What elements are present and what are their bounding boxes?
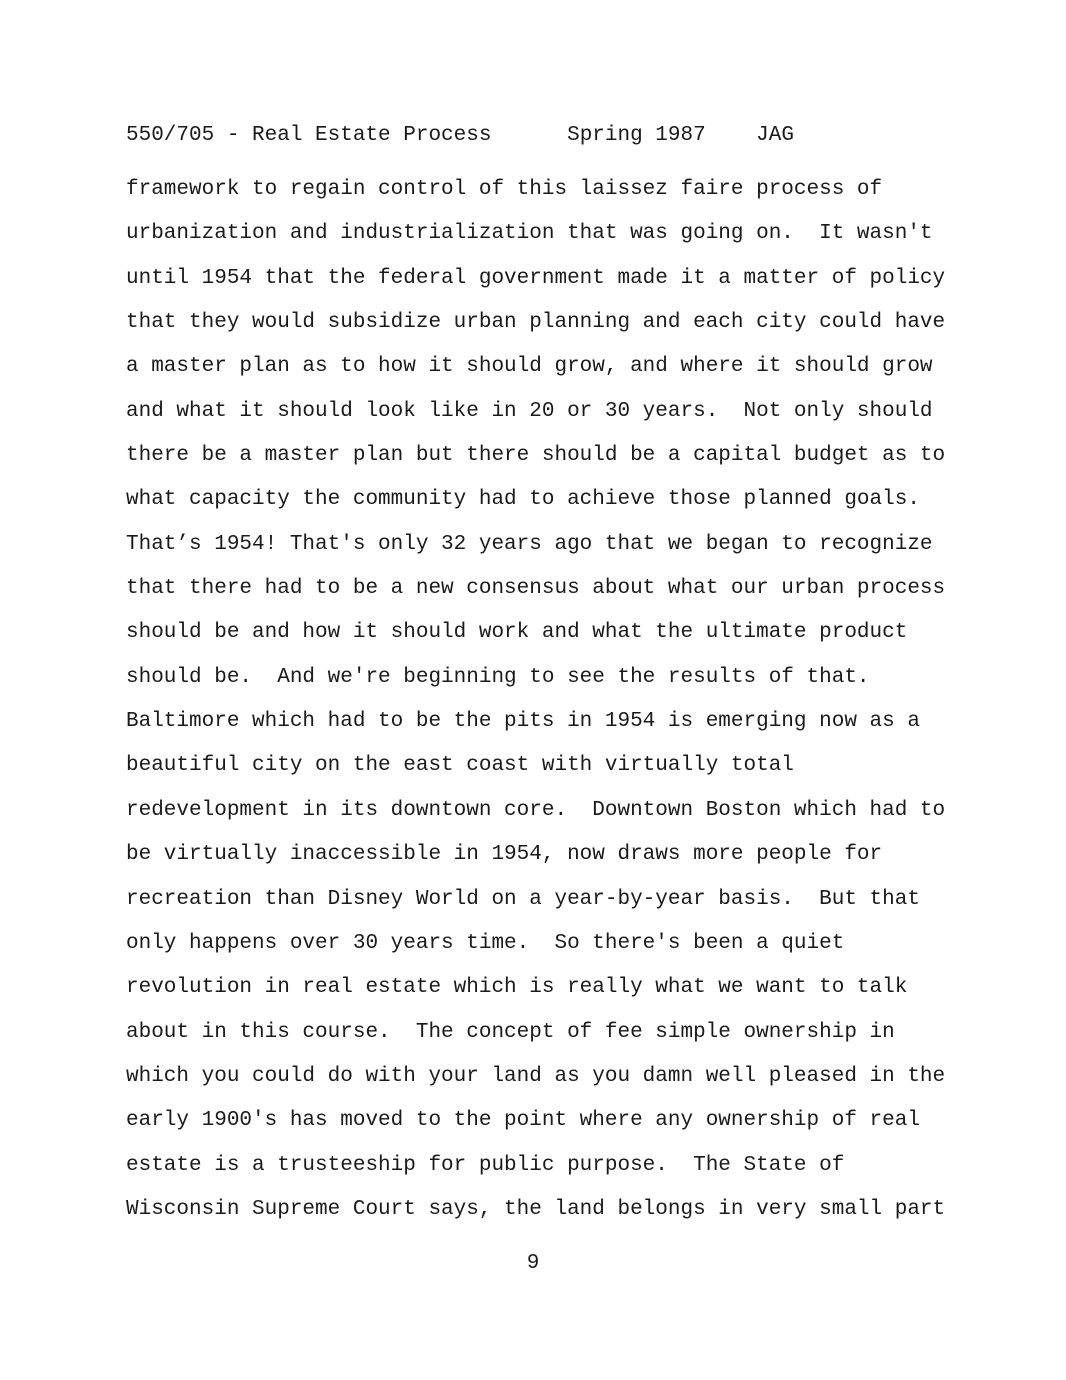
- text-line: until 1954 that the federal government made it a matter of policy: [126, 266, 946, 290]
- text-line: there be a master plan but there should be a capital budget as to: [126, 444, 946, 468]
- page-header: [126, 124, 794, 148]
- text-line: revolution in real estate which is really what we want to talk: [126, 976, 908, 1000]
- text-line: beautiful city on the east coast with virtually total: [126, 754, 794, 778]
- text-line: that there had to be a new consensus about what our urban process: [126, 577, 946, 601]
- page-number: 9: [526, 1252, 540, 1275]
- text-line: and what it should look like in 20 or 30 years. Not only should: [126, 399, 933, 423]
- text-line: should be. And we're beginning to see the results of that.: [126, 665, 870, 689]
- course-title: 550/705 - Real Estate Process: [126, 124, 492, 147]
- text-line: which you could do with your land as you damn well pleased in the: [126, 1064, 946, 1088]
- text-line: That’s 1954! That's only 32 years ago that we began to recognize: [126, 532, 933, 556]
- text-line: redevelopment in its downtown core. Downtown Boston which had to: [126, 798, 946, 822]
- text-line: only happens over 30 years time. So there's been a quiet: [126, 931, 845, 955]
- text-line: about in this course. The concept of fee simple ownership in: [126, 1020, 895, 1044]
- text-line: estate is a trusteeship for public purpose. The State of: [126, 1153, 845, 1177]
- term-label: Spring 1987: [567, 124, 706, 147]
- text-line: what capacity the community had to achieve those planned goals.: [126, 488, 920, 512]
- text-line: early 1900's has moved to the point where any ownership of real: [126, 1109, 920, 1133]
- body-text: [126, 168, 956, 1232]
- text-line: a master plan as to how it should grow, and where it should grow: [126, 355, 933, 379]
- text-line: should be and how it should work and what the ultimate product: [126, 621, 908, 645]
- text-line: framework to regain control of this laissez faire process of: [126, 178, 883, 201]
- text-line: Baltimore which had to be the pits in 1954 is emerging now as a: [126, 710, 920, 734]
- text-line: urbanization and industrialization that was going on. It wasn't: [126, 222, 933, 246]
- text-line: recreation than Disney World on a year-by-year basis. But that: [126, 887, 920, 911]
- text-line: be virtually inaccessible in 1954, now draws more people for: [126, 843, 883, 867]
- text-line: that they would subsidize urban planning and each city could have: [126, 311, 946, 335]
- author-initials: JAG: [756, 124, 794, 147]
- text-line: Wisconsin Supreme Court says, the land belongs in very small part: [126, 1197, 946, 1221]
